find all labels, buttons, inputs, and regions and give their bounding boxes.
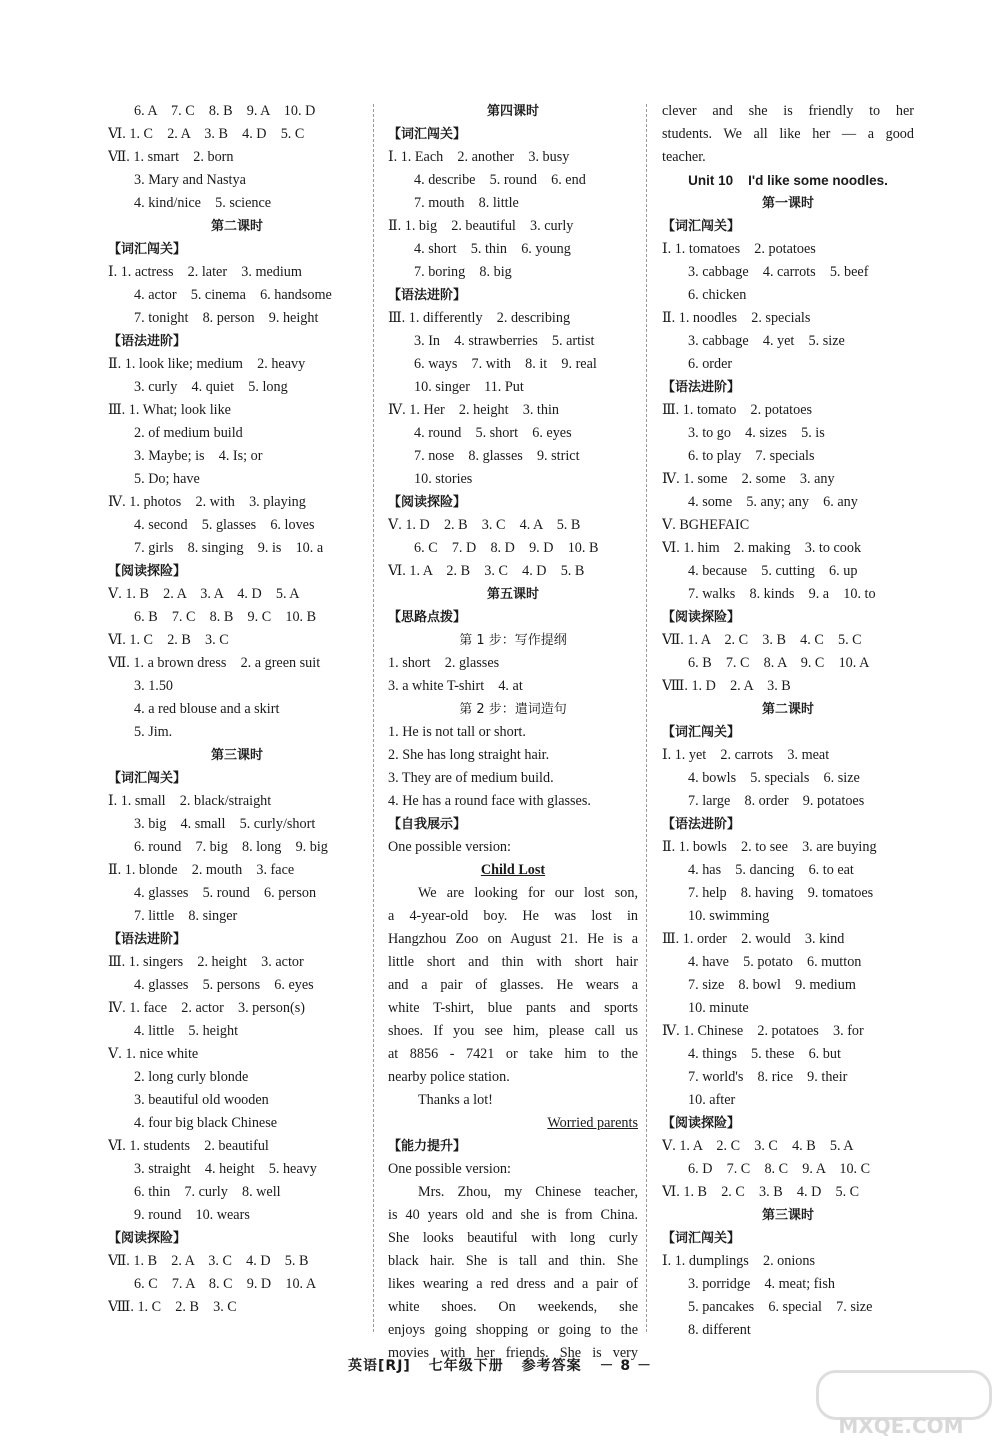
answer-line: 4. a red blouse and a skirt [134,701,280,717]
essay-line: white T-shirt, blue pants and sports [388,1000,638,1016]
section-label: 【词汇闯关】 [662,1231,741,1246]
section-label: 【语法进阶】 [108,932,187,947]
section-label: 【阅读探险】 [108,564,187,579]
answer-line: 3. curly 4. quiet 5. long [134,379,288,395]
essay-line: students. We all like her — a good [662,126,914,142]
answer-line: 4. things 5. these 6. but [688,1046,841,1062]
answer-line: 6. C 7. D 8. D 9. D 10. B [414,540,599,556]
answer-line: 1. short 2. glasses [388,655,500,671]
answer-line: 10. singer 11. Put [414,379,524,395]
answer-line: 6. chicken [688,287,747,303]
section-label: 【语法进阶】 [662,817,741,832]
answer-line: Ⅰ. 1. dumplings 2. onions [662,1253,816,1269]
essay-line: We are looking for our lost son, [418,885,638,901]
answer-line: 3. a white T-shirt 4. at [388,678,523,694]
answer-line: 3. In 4. strawberries 5. artist [414,333,595,349]
answer-line: One possible version: [388,839,511,855]
section-label: 【自我展示】 [388,817,467,832]
answer-line: 4. have 5. potato 6. mutton [688,954,862,970]
column-divider [646,104,647,1332]
answer-line: Ⅶ. 1. a brown dress 2. a green suit [108,655,321,671]
answer-line: 3. cabbage 4. yet 5. size [688,333,845,349]
footer-page-number: － 8 － [599,1358,652,1374]
answer-line: 3. porridge 4. meat; fish [688,1276,835,1292]
answer-line: 7. tonight 8. person 9. height [134,310,319,326]
answer-line: 5. pancakes 6. special 7. size [688,1299,873,1315]
answer-line: 2. of medium build [134,425,243,441]
essay-line: She looks beautiful with long curly [388,1230,638,1246]
footer-label: 参考答案 [521,1358,582,1374]
answer-line: 9. round 10. wears [134,1207,250,1223]
footer-grade: 七年级下册 [428,1358,504,1374]
answer-line: Ⅱ. 1. blonde 2. mouth 3. face [108,862,295,878]
lesson-heading: 第三课时 [761,1208,814,1223]
answer-line: Ⅳ. 1. some 2. some 3. any [662,471,835,487]
answer-line: 7. size 8. bowl 9. medium [688,977,856,993]
answer-line: 1. He is not tall or short. [388,724,526,740]
section-label: 【词汇闯关】 [662,219,741,234]
answer-line: 10. stories [414,471,473,487]
lesson-heading: 第二课时 [210,219,263,234]
answer-line: 4. kind/nice 5. science [134,195,272,211]
answer-line: 3. 1.50 [134,678,174,694]
answer-line: 3. beautiful old wooden [134,1092,269,1108]
essay-title: Child Lost [480,862,546,878]
answer-line: 5. Jim. [134,724,173,740]
answer-line: 6. to play 7. specials [688,448,815,464]
answer-line: 10. after [688,1092,736,1108]
answer-line: Ⅴ. 1. A 2. C 3. C 4. B 5. A [662,1138,854,1154]
essay-line: clever and she is friendly to her [662,103,914,119]
section-label: 【词汇闯关】 [108,771,187,786]
answer-line: Ⅲ. 1. What; look like [108,402,231,418]
answer-line: Ⅱ. 1. big 2. beautiful 3. curly [388,218,574,234]
answer-line: 7. girls 8. singing 9. is 10. a [134,540,324,556]
answer-line: 3. They are of medium build. [388,770,554,786]
answer-line: 6. order [688,356,733,372]
answer-line: Ⅰ. 1. small 2. black/straight [108,793,272,809]
section-label: 【阅读探险】 [662,610,741,625]
answer-line: Ⅶ. 1. B 2. A 3. C 4. D 5. B [108,1253,309,1269]
answer-line: Ⅱ. 1. noodles 2. specials [662,310,811,326]
section-label: 【语法进阶】 [108,334,187,349]
answer-line: 7. mouth 8. little [414,195,519,211]
answer-line: 8. different [688,1322,751,1338]
answer-line: Ⅲ. 1. singers 2. height 3. actor [108,954,304,970]
answer-line: Ⅵ. 1. him 2. making 3. to cook [662,540,862,556]
answer-line: 10. swimming [688,908,770,924]
answer-line: 7. large 8. order 9. potatoes [688,793,865,809]
answer-column-middle [388,100,638,1365]
essay-line: Mrs. Zhou, my Chinese teacher, [418,1184,638,1200]
essay-line: black hair. She is tall and thin. She [388,1253,638,1269]
answer-line: 6. ways 7. with 8. it 9. real [414,356,597,372]
lesson-heading: 第三课时 [210,748,263,763]
answer-line: Ⅴ. BGHEFAIC [662,517,750,533]
footer-subject: 英语[RJ] [348,1358,411,1374]
lesson-heading: 第二课时 [761,702,814,717]
answer-line: 5. Do; have [134,471,200,487]
answer-line: 4. short 5. thin 6. young [414,241,571,257]
answer-line: 6. D 7. C 8. C 9. A 10. C [688,1161,871,1177]
answer-line: Ⅰ. 1. Each 2. another 3. busy [388,149,570,165]
answer-line: 6. C 7. A 8. C 9. D 10. A [134,1276,317,1292]
answer-line: Ⅳ. 1. photos 2. with 3. playing [108,494,306,510]
answer-line: 4. bowls 5. specials 6. size [688,770,860,786]
answer-line: 4. some 5. any; any 6. any [688,494,858,510]
answer-line: Ⅱ. 1. look like; medium 2. heavy [108,356,306,372]
answer-line: 6. A 7. C 8. B 9. A 10. D [134,103,316,119]
essay-line: shoes. If you see him, please call us [388,1023,638,1039]
section-label: 【阅读探险】 [388,495,467,510]
answer-line: Ⅴ. 1. nice white [108,1046,199,1062]
answer-line: Ⅵ. 1. C 2. A 3. B 4. D 5. C [108,126,305,142]
answer-line: Ⅳ. 1. Her 2. height 3. thin [388,402,560,418]
answer-line: Ⅰ. 1. tomatoes 2. potatoes [662,241,816,257]
essay-line: movies with her friends. She is very [388,1345,638,1361]
essay-line: Hangzhou Zoo on August 21. He is a [388,931,638,947]
section-label: 【词汇闯关】 [108,242,187,257]
answer-line: 4. glasses 5. round 6. person [134,885,317,901]
answer-line: Ⅵ. 1. B 2. C 3. B 4. D 5. C [662,1184,860,1200]
step-heading: 第 1 步：写作提纲 [459,633,567,648]
answer-line: 4. describe 5. round 6. end [414,172,586,188]
lesson-heading: 第四课时 [486,104,539,119]
section-label: 【能力提升】 [388,1139,467,1154]
answer-line: 7. nose 8. glasses 9. strict [414,448,580,464]
section-label: 【思路点拨】 [388,610,467,625]
answer-line: Ⅱ. 1. bowls 2. to see 3. are buying [662,839,877,855]
answer-line: 4. round 5. short 6. eyes [414,425,572,441]
essay-line: little short and thin with short hair [388,954,638,970]
section-label: 【词汇闯关】 [662,725,741,740]
answer-line: Ⅴ. 1. D 2. B 3. C 4. A 5. B [388,517,581,533]
answer-line: Ⅲ. 1. order 2. would 3. kind [662,931,845,947]
answer-line: Ⅰ. 1. actress 2. later 3. medium [108,264,302,280]
essay-line: white shoes. On weekends, she [388,1299,638,1315]
answer-line: Ⅵ. 1. C 2. B 3. C [108,632,229,648]
answer-line: 7. boring 8. big [414,264,512,280]
answer-line: Ⅲ. 1. differently 2. describing [388,310,571,326]
essay-line: likes wearing a red dress and a pair of [388,1276,638,1292]
answer-line: Ⅲ. 1. tomato 2. potatoes [662,402,813,418]
watermark-logo [816,1370,986,1436]
answer-line: Ⅶ. 1. A 2. C 3. B 4. C 5. C [662,632,862,648]
answer-line: Ⅷ. 1. C 2. B 3. C [108,1299,237,1315]
answer-line: 4. second 5. glasses 6. loves [134,517,315,533]
essay-line: and a pair of glasses. He wears a [388,977,638,993]
answer-line: 4. glasses 5. persons 6. eyes [134,977,314,993]
answer-line: 3. to go 4. sizes 5. is [688,425,825,441]
answer-line: 3. straight 4. height 5. heavy [134,1161,317,1177]
essay-line: Thanks a lot! [418,1092,493,1108]
answer-line: 7. world's 8. rice 9. their [688,1069,848,1085]
answer-line: 3. Mary and Nastya [134,172,246,188]
answer-line: 2. long curly blonde [134,1069,249,1085]
answer-line: 6. B 7. C 8. A 9. C 10. A [688,655,870,671]
essay-line: a 4-year-old boy. He was lost in [388,908,638,924]
section-label: 【语法进阶】 [388,288,467,303]
essay-line: at 8856 - 7421 or take him to the [388,1046,638,1062]
answer-line: 4. has 5. dancing 6. to eat [688,862,854,878]
unit-title: Unit 10 I'd like some noodles. [688,173,888,188]
answer-line: 6. B 7. C 8. B 9. C 10. B [134,609,317,625]
answer-line: Ⅳ. 1. face 2. actor 3. person(s) [108,1000,305,1016]
column-divider [373,104,374,1332]
answer-line: 3. Maybe; is 4. Is; or [134,448,263,464]
answer-line: Ⅵ. 1. students 2. beautiful [108,1138,269,1154]
essay-line: nearby police station. [388,1069,510,1085]
answer-line: 6. thin 7. curly 8. well [134,1184,281,1200]
essay-line: is 40 years old and she is from China. [388,1207,638,1223]
essay-line: enjoys going shopping or going to the [388,1322,638,1338]
answer-line: 4. actor 5. cinema 6. handsome [134,287,332,303]
answer-column-left [108,100,366,1319]
answer-column-right [662,100,914,1342]
answer-line: 4. He has a round face with glasses. [388,793,591,809]
answer-line: 4. little 5. height [134,1023,239,1039]
section-label: 【词汇闯关】 [388,127,467,142]
answer-line: 10. minute [688,1000,749,1016]
lesson-heading: 第五课时 [486,587,539,602]
answer-line: Ⅵ. 1. A 2. B 3. C 4. D 5. B [388,563,585,579]
watermark-mark-icon [816,1370,992,1420]
step-heading: 第 2 步：遣词造句 [459,702,567,717]
answer-line: 7. little 8. singer [134,908,238,924]
answer-line: 4. because 5. cutting 6. up [688,563,858,579]
answer-line: Ⅴ. 1. B 2. A 3. A 4. D 5. A [108,586,300,602]
essay-line: teacher. [662,149,706,165]
answer-line: Ⅷ. 1. D 2. A 3. B [662,678,791,694]
section-label: 【阅读探险】 [662,1116,741,1131]
answer-line: Ⅶ. 1. smart 2. born [108,149,234,165]
answer-line: 3. big 4. small 5. curly/short [134,816,316,832]
watermark-url: MXQE.COM [838,1414,964,1438]
answer-line: 7. walks 8. kinds 9. a 10. to [688,586,876,602]
answer-line: 7. help 8. having 9. tomatoes [688,885,874,901]
answer-line: 4. four big black Chinese [134,1115,278,1131]
answer-line: Ⅳ. 1. Chinese 2. potatoes 3. for [662,1023,864,1039]
section-label: 【语法进阶】 [662,380,741,395]
answer-line: Ⅰ. 1. yet 2. carrots 3. meat [662,747,830,763]
essay-signature: Worried parents [547,1115,638,1131]
answer-line: 6. round 7. big 8. long 9. big [134,839,328,855]
lesson-heading: 第一课时 [761,196,814,211]
answer-line: One possible version: [388,1161,511,1177]
answer-line: 2. She has long straight hair. [388,747,550,763]
answer-line: 3. cabbage 4. carrots 5. beef [688,264,869,280]
section-label: 【阅读探险】 [108,1231,187,1246]
